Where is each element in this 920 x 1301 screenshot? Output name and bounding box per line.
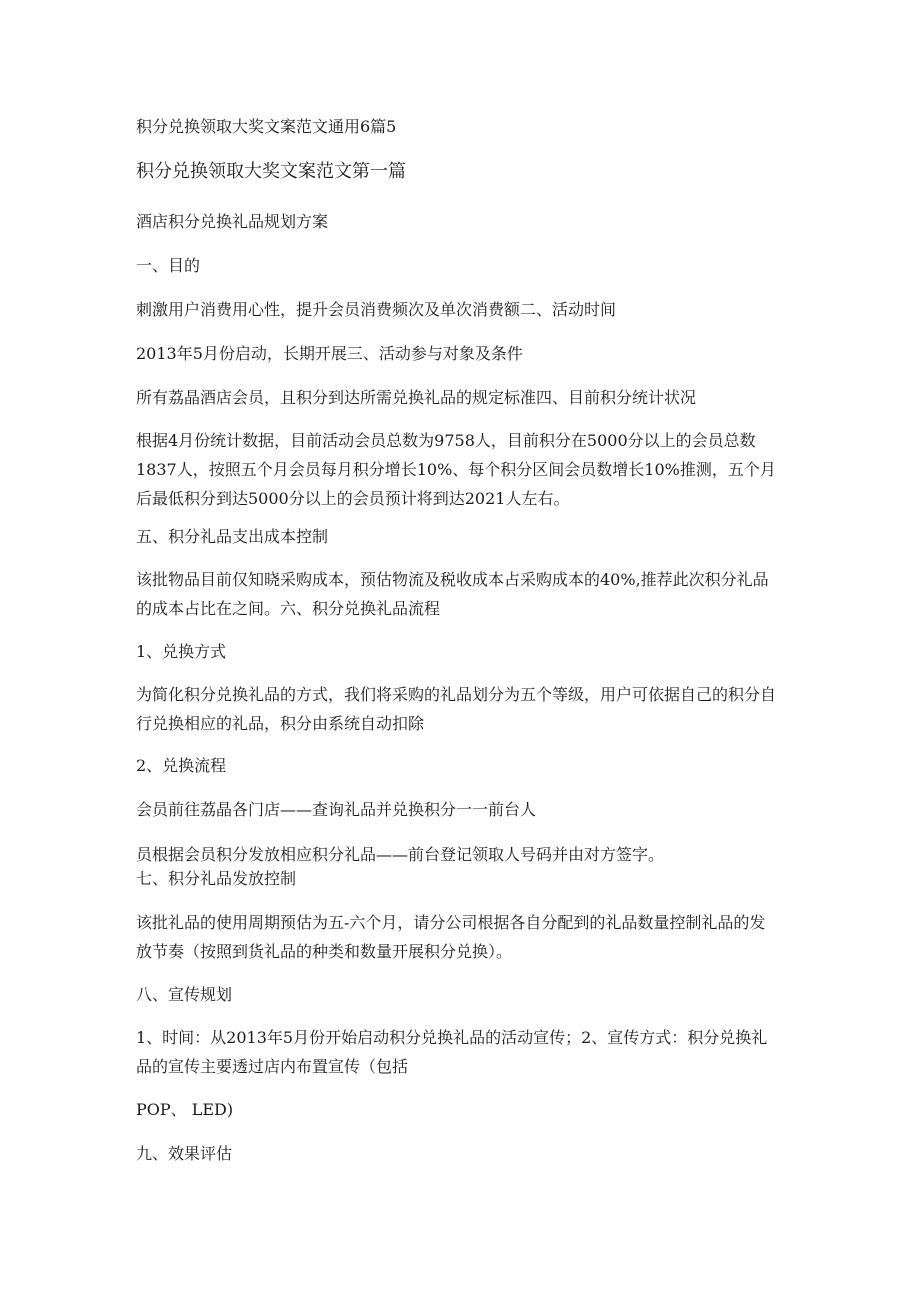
paragraph-participants: 所有荔晶酒店会员，且积分到达所需兑换礼品的规定标准四、目前积分统计状况 xyxy=(136,388,697,407)
paragraph-distribution-control: 该批礼品的使用周期预估为五-六个月，请分公司根据各自分配到的礼品数量控制礼品的发放节奏（按照到货礼品的种类和数量开展积分兑换）。 xyxy=(136,913,766,961)
heading-exchange-method: 1、兑换方式 xyxy=(136,642,227,661)
plan-title: 酒店积分兑换礼品规划方案 xyxy=(136,212,329,231)
heading-cost-control: 五、积分礼品支出成本控制 xyxy=(136,527,329,546)
paragraph-purpose: 刺激用户消费用心性，提升会员消费频次及单次消费额二、活动时间 xyxy=(136,300,617,319)
heading-exchange-flow: 2、兑换流程 xyxy=(136,756,227,775)
heading-distribution-control: 七、积分礼品发放控制 xyxy=(136,869,297,888)
heading-purpose: 一、目的 xyxy=(136,256,201,275)
paragraph-promotion-media: POP、 LED) xyxy=(136,1100,234,1119)
section-title: 积分兑换领取大奖文案范文第一篇 xyxy=(136,161,406,182)
paragraph-statistics: 根据4月份统计数据，目前活动会员总数为9758人，目前积分在5000分以上的会员总数1837人，按照五个月会员每月积分增长10%、每个积分区间会员数增长10%推测，五个月后最低积分到达5000分以上的会员预计将到达2021人左右。 xyxy=(136,431,776,508)
paragraph-time: 2013年5月份启动，长期开展三、活动参与对象及条件 xyxy=(136,344,523,363)
paragraph-exchange-method: 为简化积分兑换礼品的方式，我们将采购的礼品划分为五个等级，用户可依据自己的积分自行兑换相应的礼品，积分由系统自动扣除 xyxy=(136,685,777,733)
document-title: 积分兑换领取大奖文案范文通用6篇5 xyxy=(136,117,397,136)
heading-evaluation: 九、效果评估 xyxy=(136,1144,233,1163)
paragraph-cost-control: 该批物品目前仅知晓采购成本，预估物流及税收成本占采购成本的40%,推荐此次积分礼品的成本占比在之间。六、积分兑换礼品流程 xyxy=(136,570,769,618)
paragraph-promotion: 1、时间：从2013年5月份开始启动积分兑换礼品的活动宣传；2、宣传方式：积分兑换礼品的宣传主要透过店内布置宣传（包括 xyxy=(136,1028,768,1076)
heading-promotion: 八、宣传规划 xyxy=(136,985,233,1004)
paragraph-exchange-flow-1: 会员前往荔晶各门店——查询礼品并兑换积分一一前台人 xyxy=(136,800,537,819)
paragraph-exchange-flow-2: 员根据会员积分发放相应积分礼品——前台登记领取人号码并由对方签字。 xyxy=(136,845,665,864)
